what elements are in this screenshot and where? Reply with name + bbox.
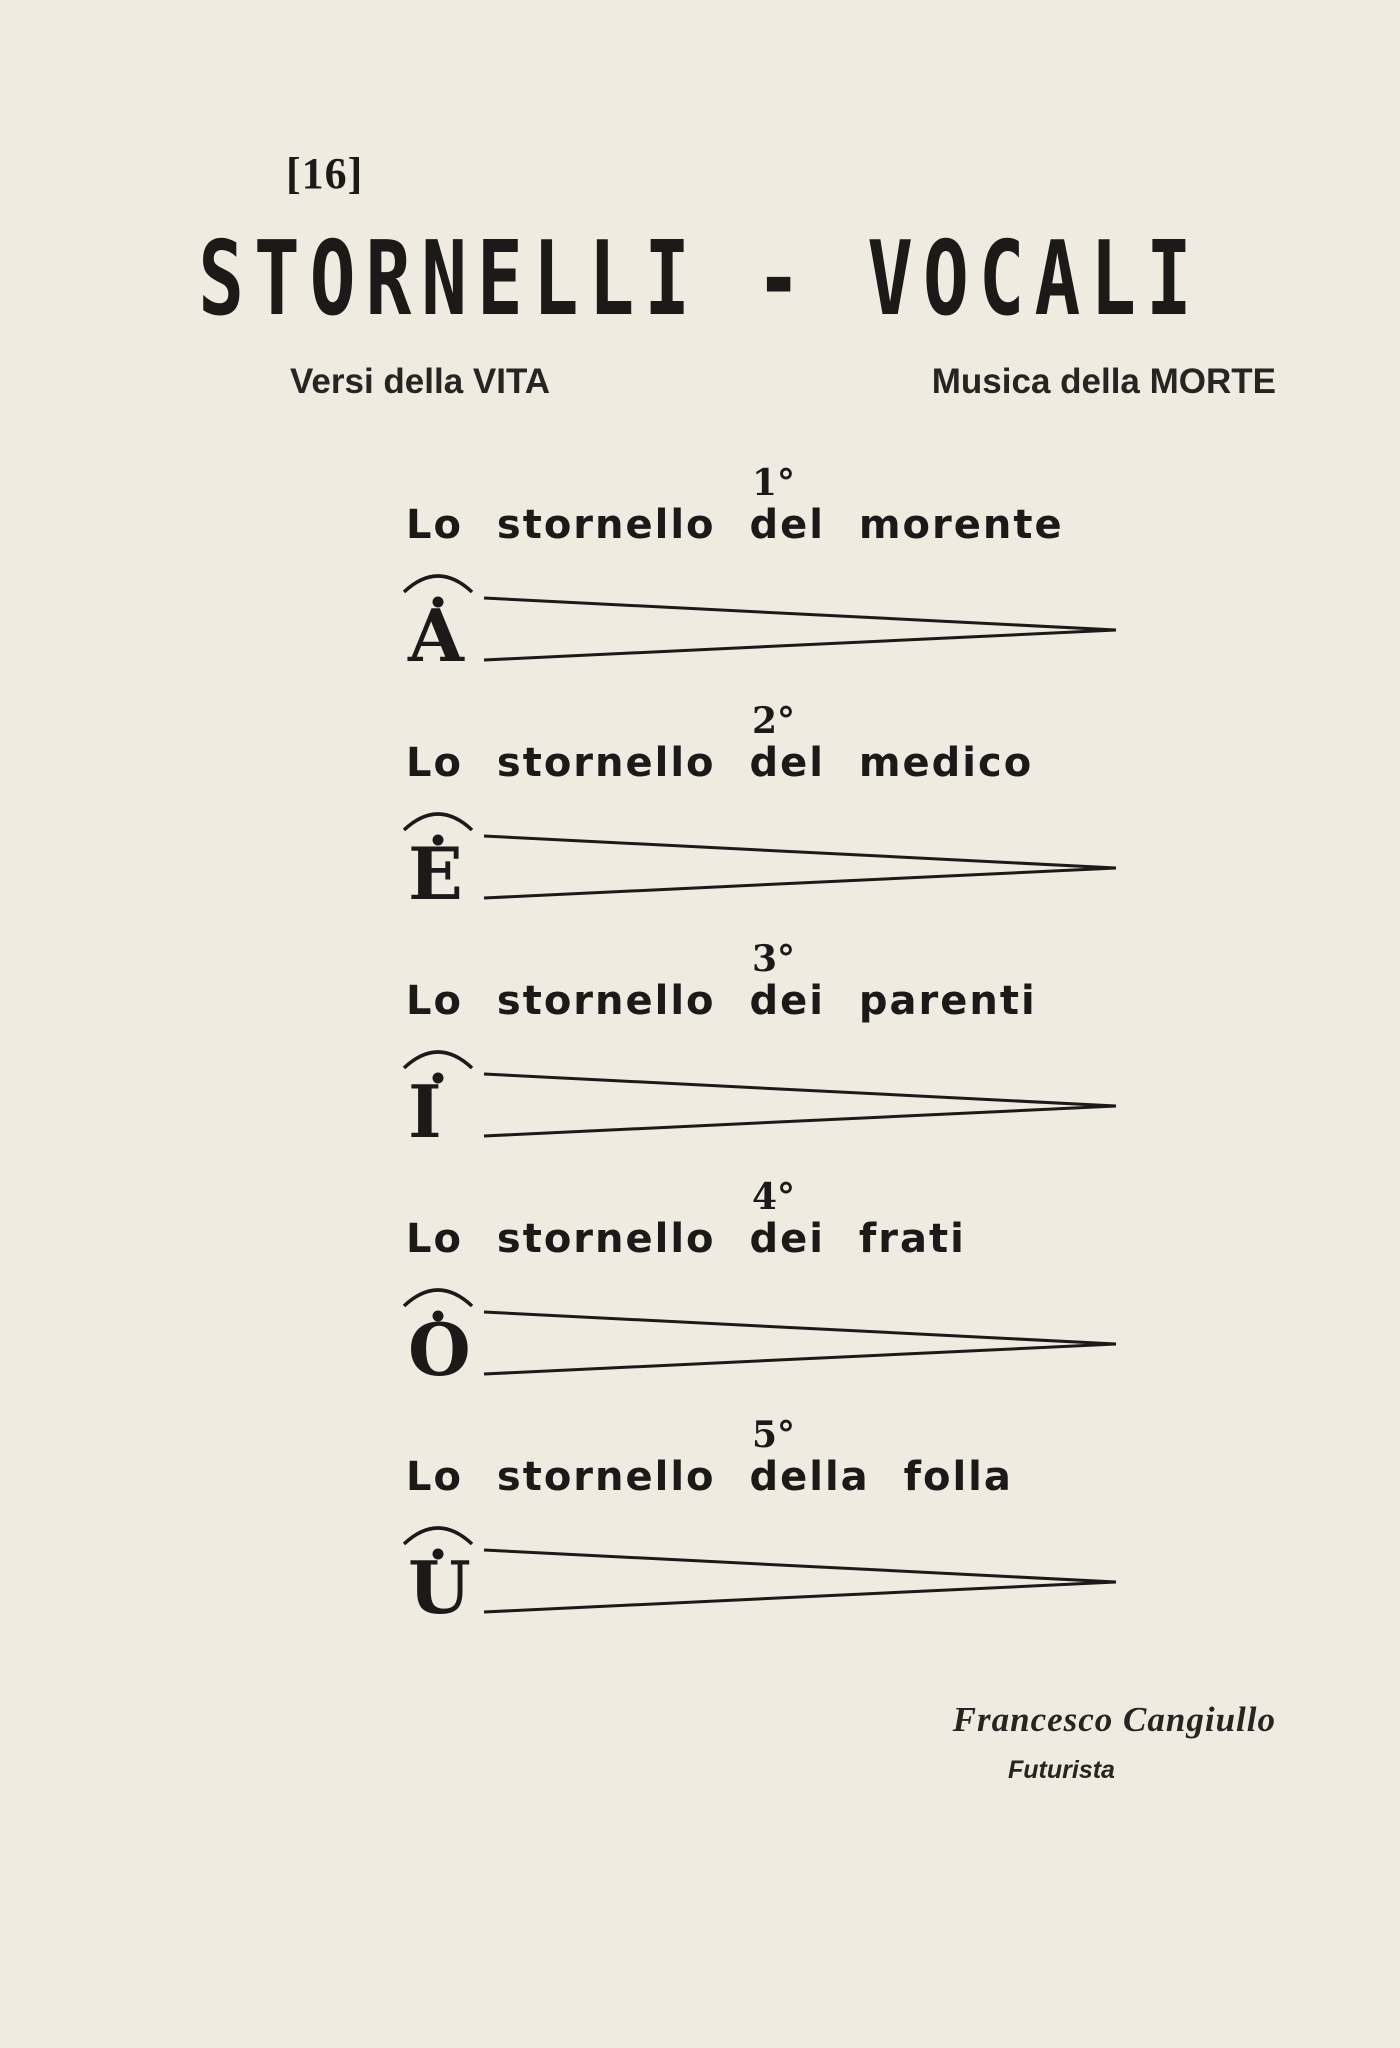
- stornello-numeral: 3°: [752, 938, 796, 980]
- stornello-verse: Lo stornello dei parenti: [406, 978, 1037, 1024]
- stornello-vowel: I: [408, 1069, 442, 1154]
- page-number: [16]: [286, 149, 364, 198]
- stornello-vowel: A: [408, 593, 464, 678]
- decrescendo-hairpin: [480, 1546, 1120, 1616]
- page-title: STORNELLI - VOCALI: [198, 218, 1202, 339]
- stornello-vowel: U: [408, 1545, 471, 1630]
- author-role: Futurista: [1008, 1756, 1115, 1784]
- decrescendo-hairpin: [480, 832, 1120, 902]
- subtitle-music: Musica della MORTE: [931, 362, 1276, 401]
- decrescendo-hairpin: [480, 1070, 1120, 1140]
- stornello-numeral: 2°: [752, 700, 796, 742]
- stornello-section-3: [400, 938, 1160, 1178]
- stornello-verse: Lo stornello della folla: [406, 1454, 1013, 1500]
- stornello-section-4: [400, 1176, 1160, 1416]
- stornello-section-2: [400, 700, 1160, 940]
- stornello-vowel: E: [408, 831, 463, 916]
- stornello-numeral: 4°: [752, 1176, 796, 1218]
- subtitle-verses: Versi della VITA: [290, 362, 551, 401]
- stornello-verse: Lo stornello dei frati: [406, 1216, 966, 1262]
- stornello-verse: Lo stornello del morente: [406, 502, 1064, 548]
- stornello-verse: Lo stornello del medico: [406, 740, 1034, 786]
- stornello-section-1: [400, 462, 1160, 702]
- author-signature: Francesco Cangiullo: [952, 1700, 1276, 1739]
- stornello-numeral: 5°: [752, 1414, 796, 1456]
- decrescendo-hairpin: [480, 594, 1120, 664]
- stornello-numeral: 1°: [752, 462, 796, 504]
- decrescendo-hairpin: [480, 1308, 1120, 1378]
- stornello-vowel: O: [408, 1307, 471, 1392]
- stornello-section-5: [400, 1414, 1160, 1654]
